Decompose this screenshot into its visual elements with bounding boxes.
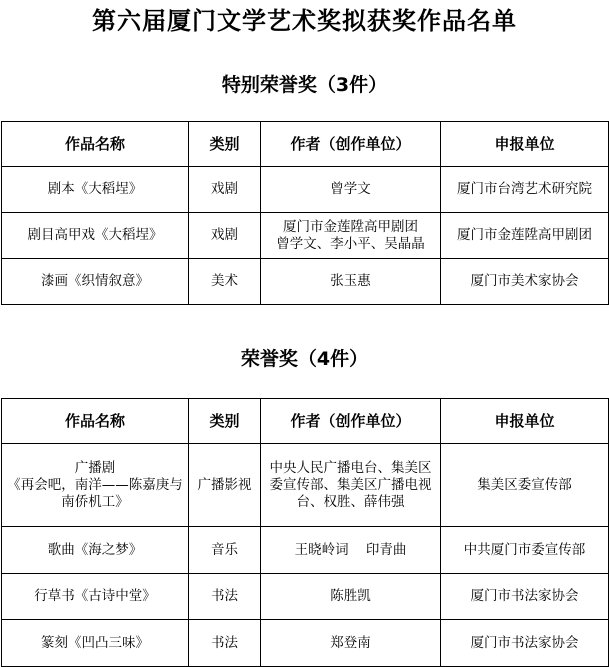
cell-work-name: 剧目高甲戏《大稻埕》 [2, 213, 189, 259]
cell-submitting-unit: 厦门市美术家协会 [441, 259, 609, 305]
header-category: 类别 [189, 122, 261, 167]
cell-work-name: 漆画《织情叙意》 [2, 259, 189, 305]
table-header-row [2, 122, 609, 167]
header-work-name: 作品名称 [2, 399, 189, 444]
cell-submitting-unit: 厦门市台湾艺术研究院 [441, 167, 609, 213]
cell-submitting-unit: 集美区委宣传部 [441, 444, 609, 527]
table-row [2, 167, 609, 213]
cell-author: 陈胜凯 [261, 574, 441, 620]
table-row [2, 527, 609, 574]
table-header-row [2, 399, 609, 444]
section-title-special-honor: 特别荣誉奖（3件） [221, 74, 388, 96]
cell-author: 曾学文 [261, 167, 441, 213]
cell-submitting-unit: 中共厦门市委宣传部 [441, 527, 609, 574]
honor-award-table [1, 398, 609, 667]
cell-category: 书法 [189, 574, 261, 620]
cell-work-name: 广播剧 《再会吧，南洋——陈嘉庚与南侨机工》 [2, 444, 189, 527]
header-submitting-unit: 申报单位 [441, 399, 609, 444]
cell-category: 音乐 [189, 527, 261, 574]
cell-work-name: 歌曲《海之梦》 [2, 527, 189, 574]
cell-author: 张玉惠 [261, 259, 441, 305]
cell-submitting-unit: 厦门市书法家协会 [441, 620, 609, 667]
header-author: 作者（创作单位） [261, 399, 441, 444]
header-submitting-unit: 申报单位 [441, 122, 609, 167]
cell-author: 中央人民广播电台、集美区委宣传部、集美区广播电视台、权胜、薛伟强 [261, 444, 441, 527]
cell-category: 戏剧 [189, 167, 261, 213]
page-title: 第六届厦门文学艺术奖拟获奖作品名单 [92, 7, 517, 35]
header-category: 类别 [189, 399, 261, 444]
cell-work-name: 行草书《古诗中堂》 [2, 574, 189, 620]
cell-author: 王晓岭词 印青曲 [261, 527, 441, 574]
cell-category: 广播影视 [189, 444, 261, 527]
table-row [2, 574, 609, 620]
table-row [2, 213, 609, 259]
table-row [2, 620, 609, 667]
cell-work-name: 剧本《大稻埕》 [2, 167, 189, 213]
header-work-name: 作品名称 [2, 122, 189, 167]
special-honor-award-table [1, 121, 609, 305]
section-title-honor: 荣誉奖（4件） [240, 348, 369, 370]
cell-author: 厦门市金莲陞高甲剧团 曾学文、李小平、吴晶晶 [261, 213, 441, 259]
cell-submitting-unit: 厦门市金莲陞高甲剧团 [441, 213, 609, 259]
cell-category: 戏剧 [189, 213, 261, 259]
cell-author: 郑登南 [261, 620, 441, 667]
cell-work-name: 篆刻《凹凸三味》 [2, 620, 189, 667]
cell-category: 书法 [189, 620, 261, 667]
table-row [2, 259, 609, 305]
cell-submitting-unit: 厦门市书法家协会 [441, 574, 609, 620]
cell-category: 美术 [189, 259, 261, 305]
header-author: 作者（创作单位） [261, 122, 441, 167]
table-row [2, 444, 609, 527]
